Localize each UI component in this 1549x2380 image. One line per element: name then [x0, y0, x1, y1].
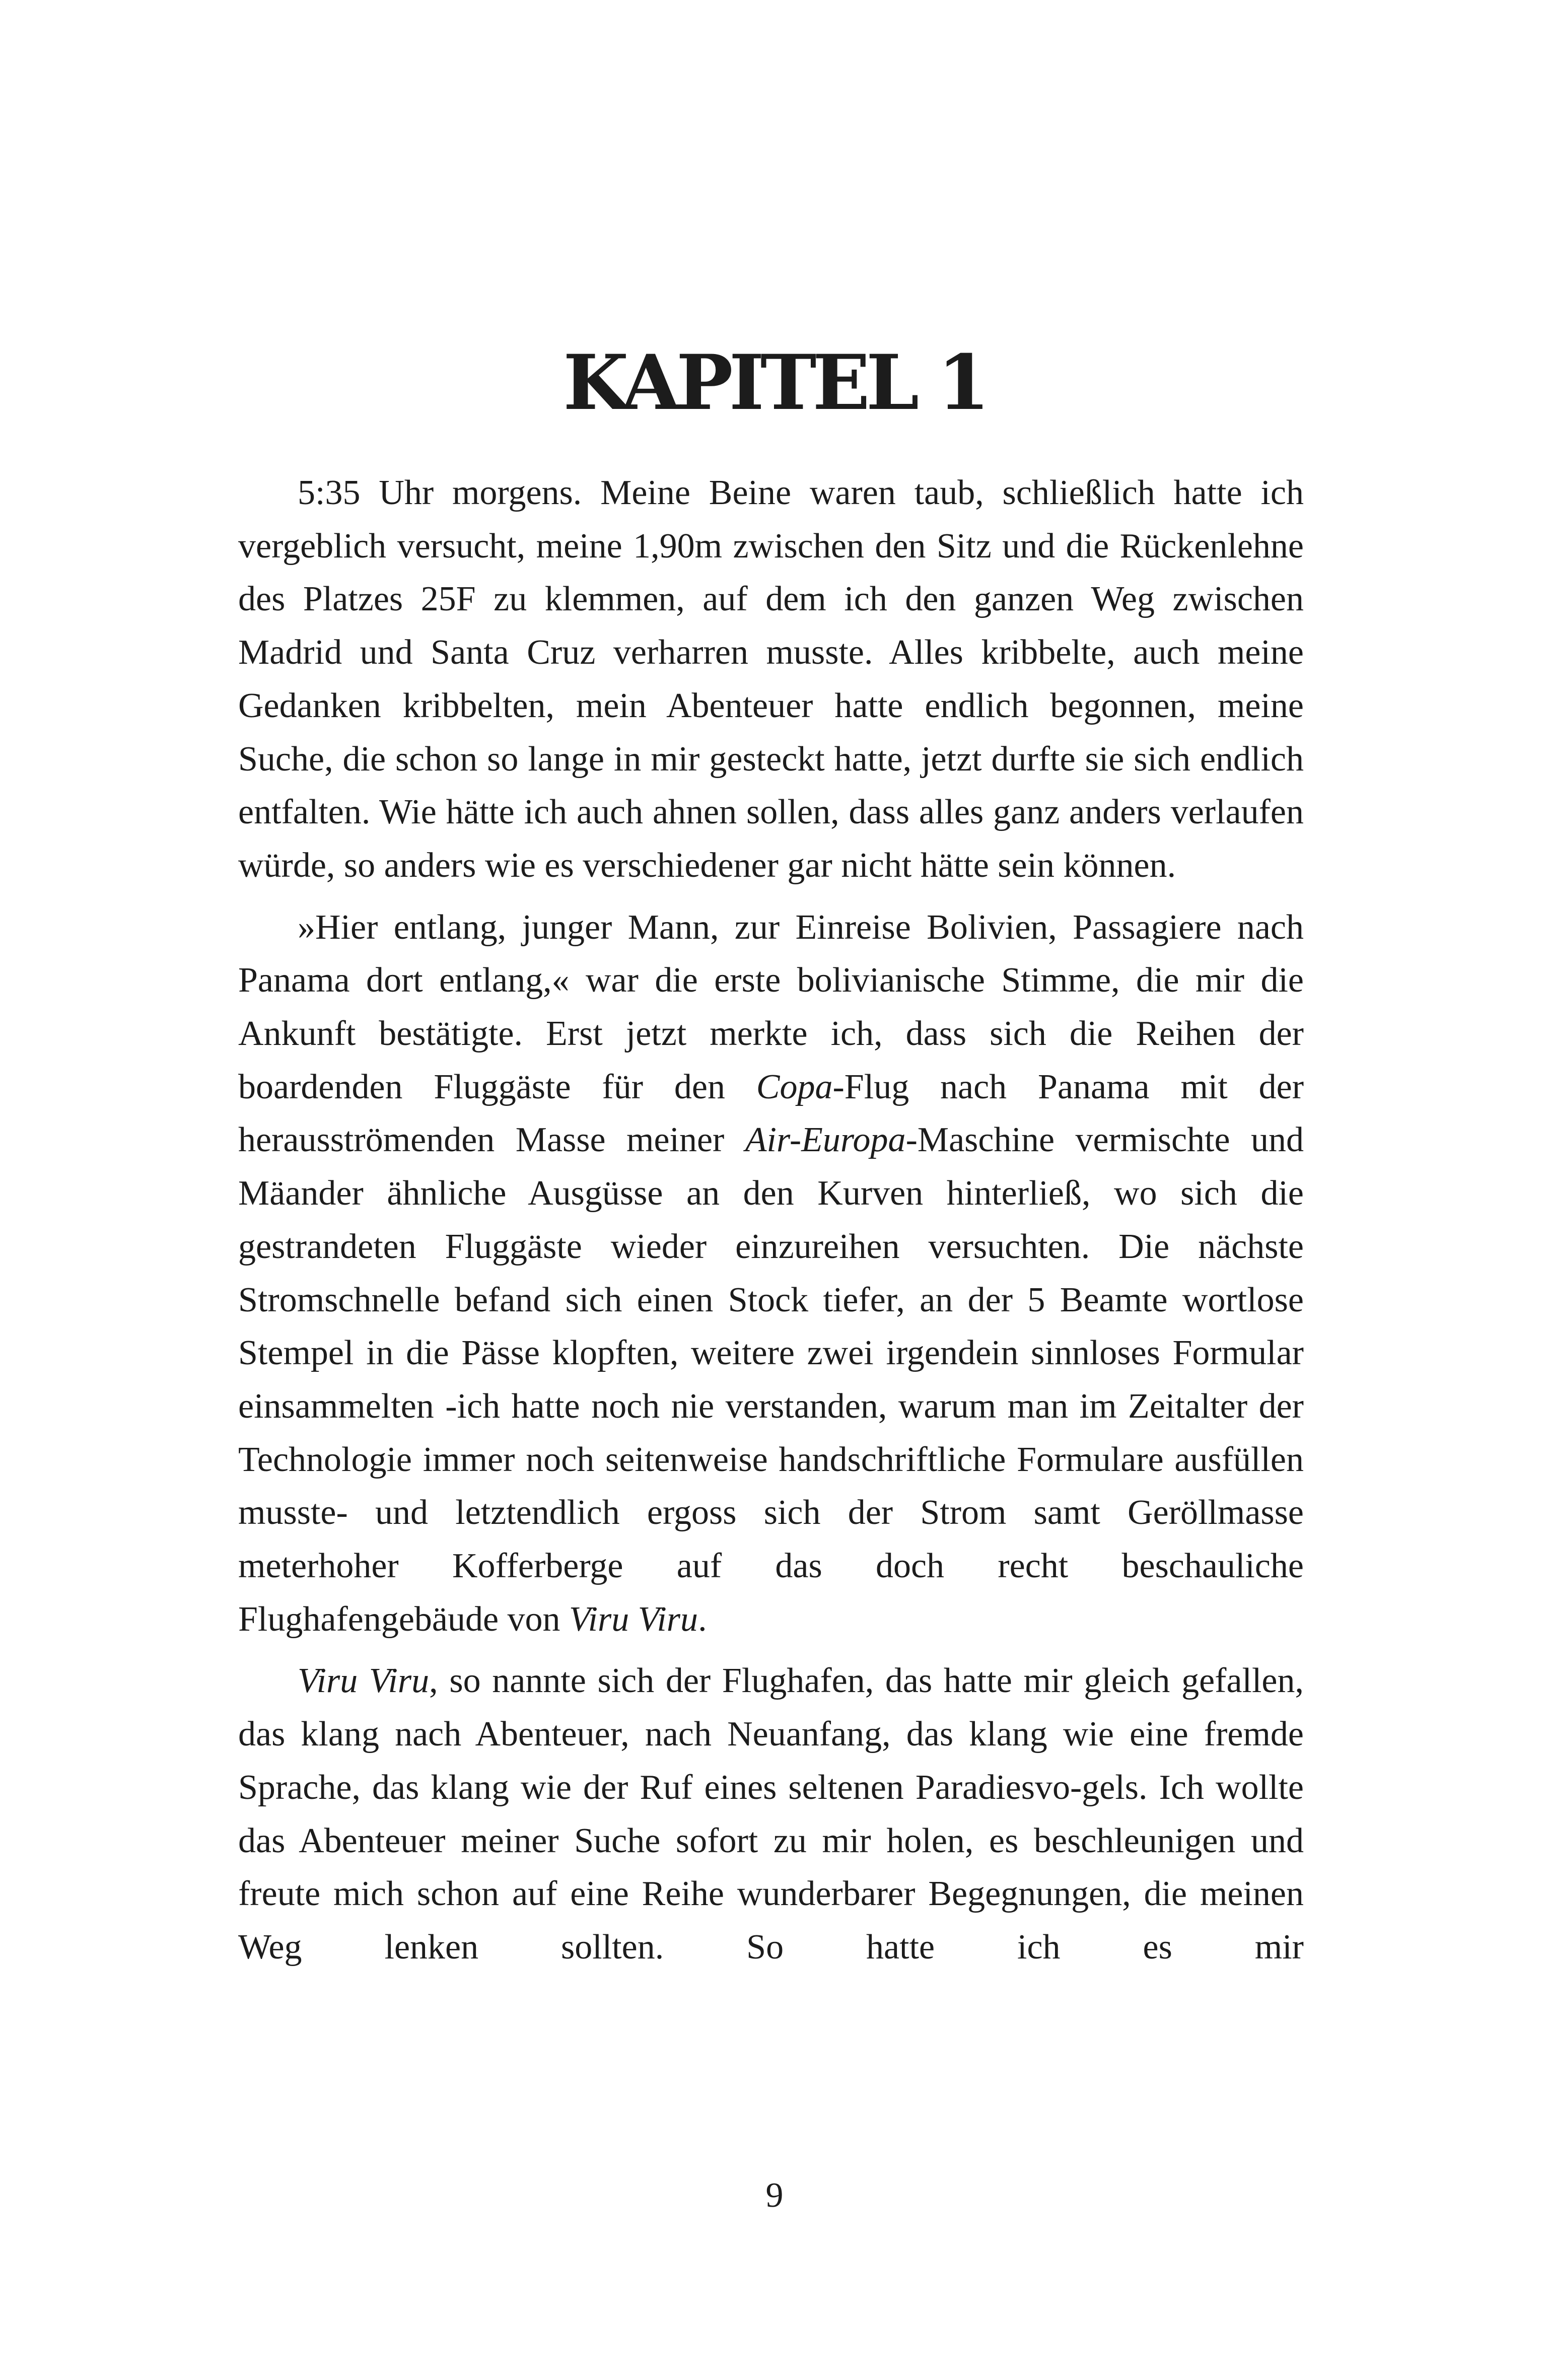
italic-air-europa: Air-Europa	[745, 1121, 906, 1160]
italic-viru-viru: Viru Viru	[569, 1599, 698, 1639]
italic-copa: Copa	[756, 1067, 833, 1106]
italic-viru-viru-start: Viru Viru	[298, 1661, 430, 1701]
body-text	[238, 466, 1304, 1983]
paragraph-1: 5:35 Uhr morgens. Meine Beine waren taub, schließlich hatte ich vergeblich versucht, meine 1,90m zwischen den Sitz und die Rückenlehne des Platzes 25F zu klemmen, auf dem ich den ganzen Weg zwischen Madrid und Santa Cruz verharren musste. Alles kribbelte, auch meine Gedanken kribbelten, mein Abenteuer hatte endlich begonnen, meine Suche, die schon so lange in mir gesteckt hatte, jetzt durfte sie sich endlich entfalten. Wie hätte ich auch ahnen sollen, dass alles ganz anders verlaufen würde, so anders wie es verschiedener gar nicht hätte sein können.	[238, 473, 1304, 885]
paragraph-2-text-1: »Hier entlang, junger Mann, zur Einreise Bolivien, Passagiere nach Panama dort entlang,« war die erste bolivianische Stimme, die mir die Ankunft bestätigte. Erst jetzt merkte ich, dass sich die Reihen der boardenden Fluggäste für den	[238, 907, 1304, 1106]
paragraph-2	[238, 901, 1304, 1646]
paragraph-2-text-4: .	[698, 1599, 707, 1639]
paragraph-2-text-3: -Maschine vermischte und Mäander ähnliche Ausgüsse an den Kurven hinterließ, wo sich die gestrandeten Fluggäste wieder einzureihen versuchten. Die nächste Stromschnelle befand sich einen Stock tiefer, an der 5 Beamte wortlose Stempel in die Pässe klopften, weitere zwei irgendein sinnloses Formular einsammelten -ich hatte noch nie verstanden, warum man im Zeitalter der Technologie immer noch seitenweise handschriftliche Formulare ausfüllen musste- und letztendlich ergoss sich der Strom samt Geröllmasse meterhoher Kofferberge auf das doch recht beschauliche Flughafengebäude von	[238, 1121, 1304, 1639]
page-number: 9	[765, 2176, 784, 2215]
paragraph-2-text-2: -Flug nach Panama mit der herausströmenden Masse meiner	[238, 1067, 1304, 1160]
paragraph-3-text-1: , so nannte sich der Flughafen, das hatte mir gleich gefallen, das klang nach Abenteuer, nach Neuanfang, das klang wie eine fremde Sprache, das klang wie der Ruf eines seltenen Paradiesvo-gels. Ich wollte das Abenteuer meiner Suche sofort zu mir holen, es beschleunigen und freute mich schon auf eine Reihe wunderbarer Begegnungen, die meinen Weg lenken sollten. So hatte ich es mir	[238, 1661, 1304, 1967]
chapter-title: KAPITEL 1	[563, 338, 986, 427]
paragraph-3	[238, 1654, 1304, 1974]
